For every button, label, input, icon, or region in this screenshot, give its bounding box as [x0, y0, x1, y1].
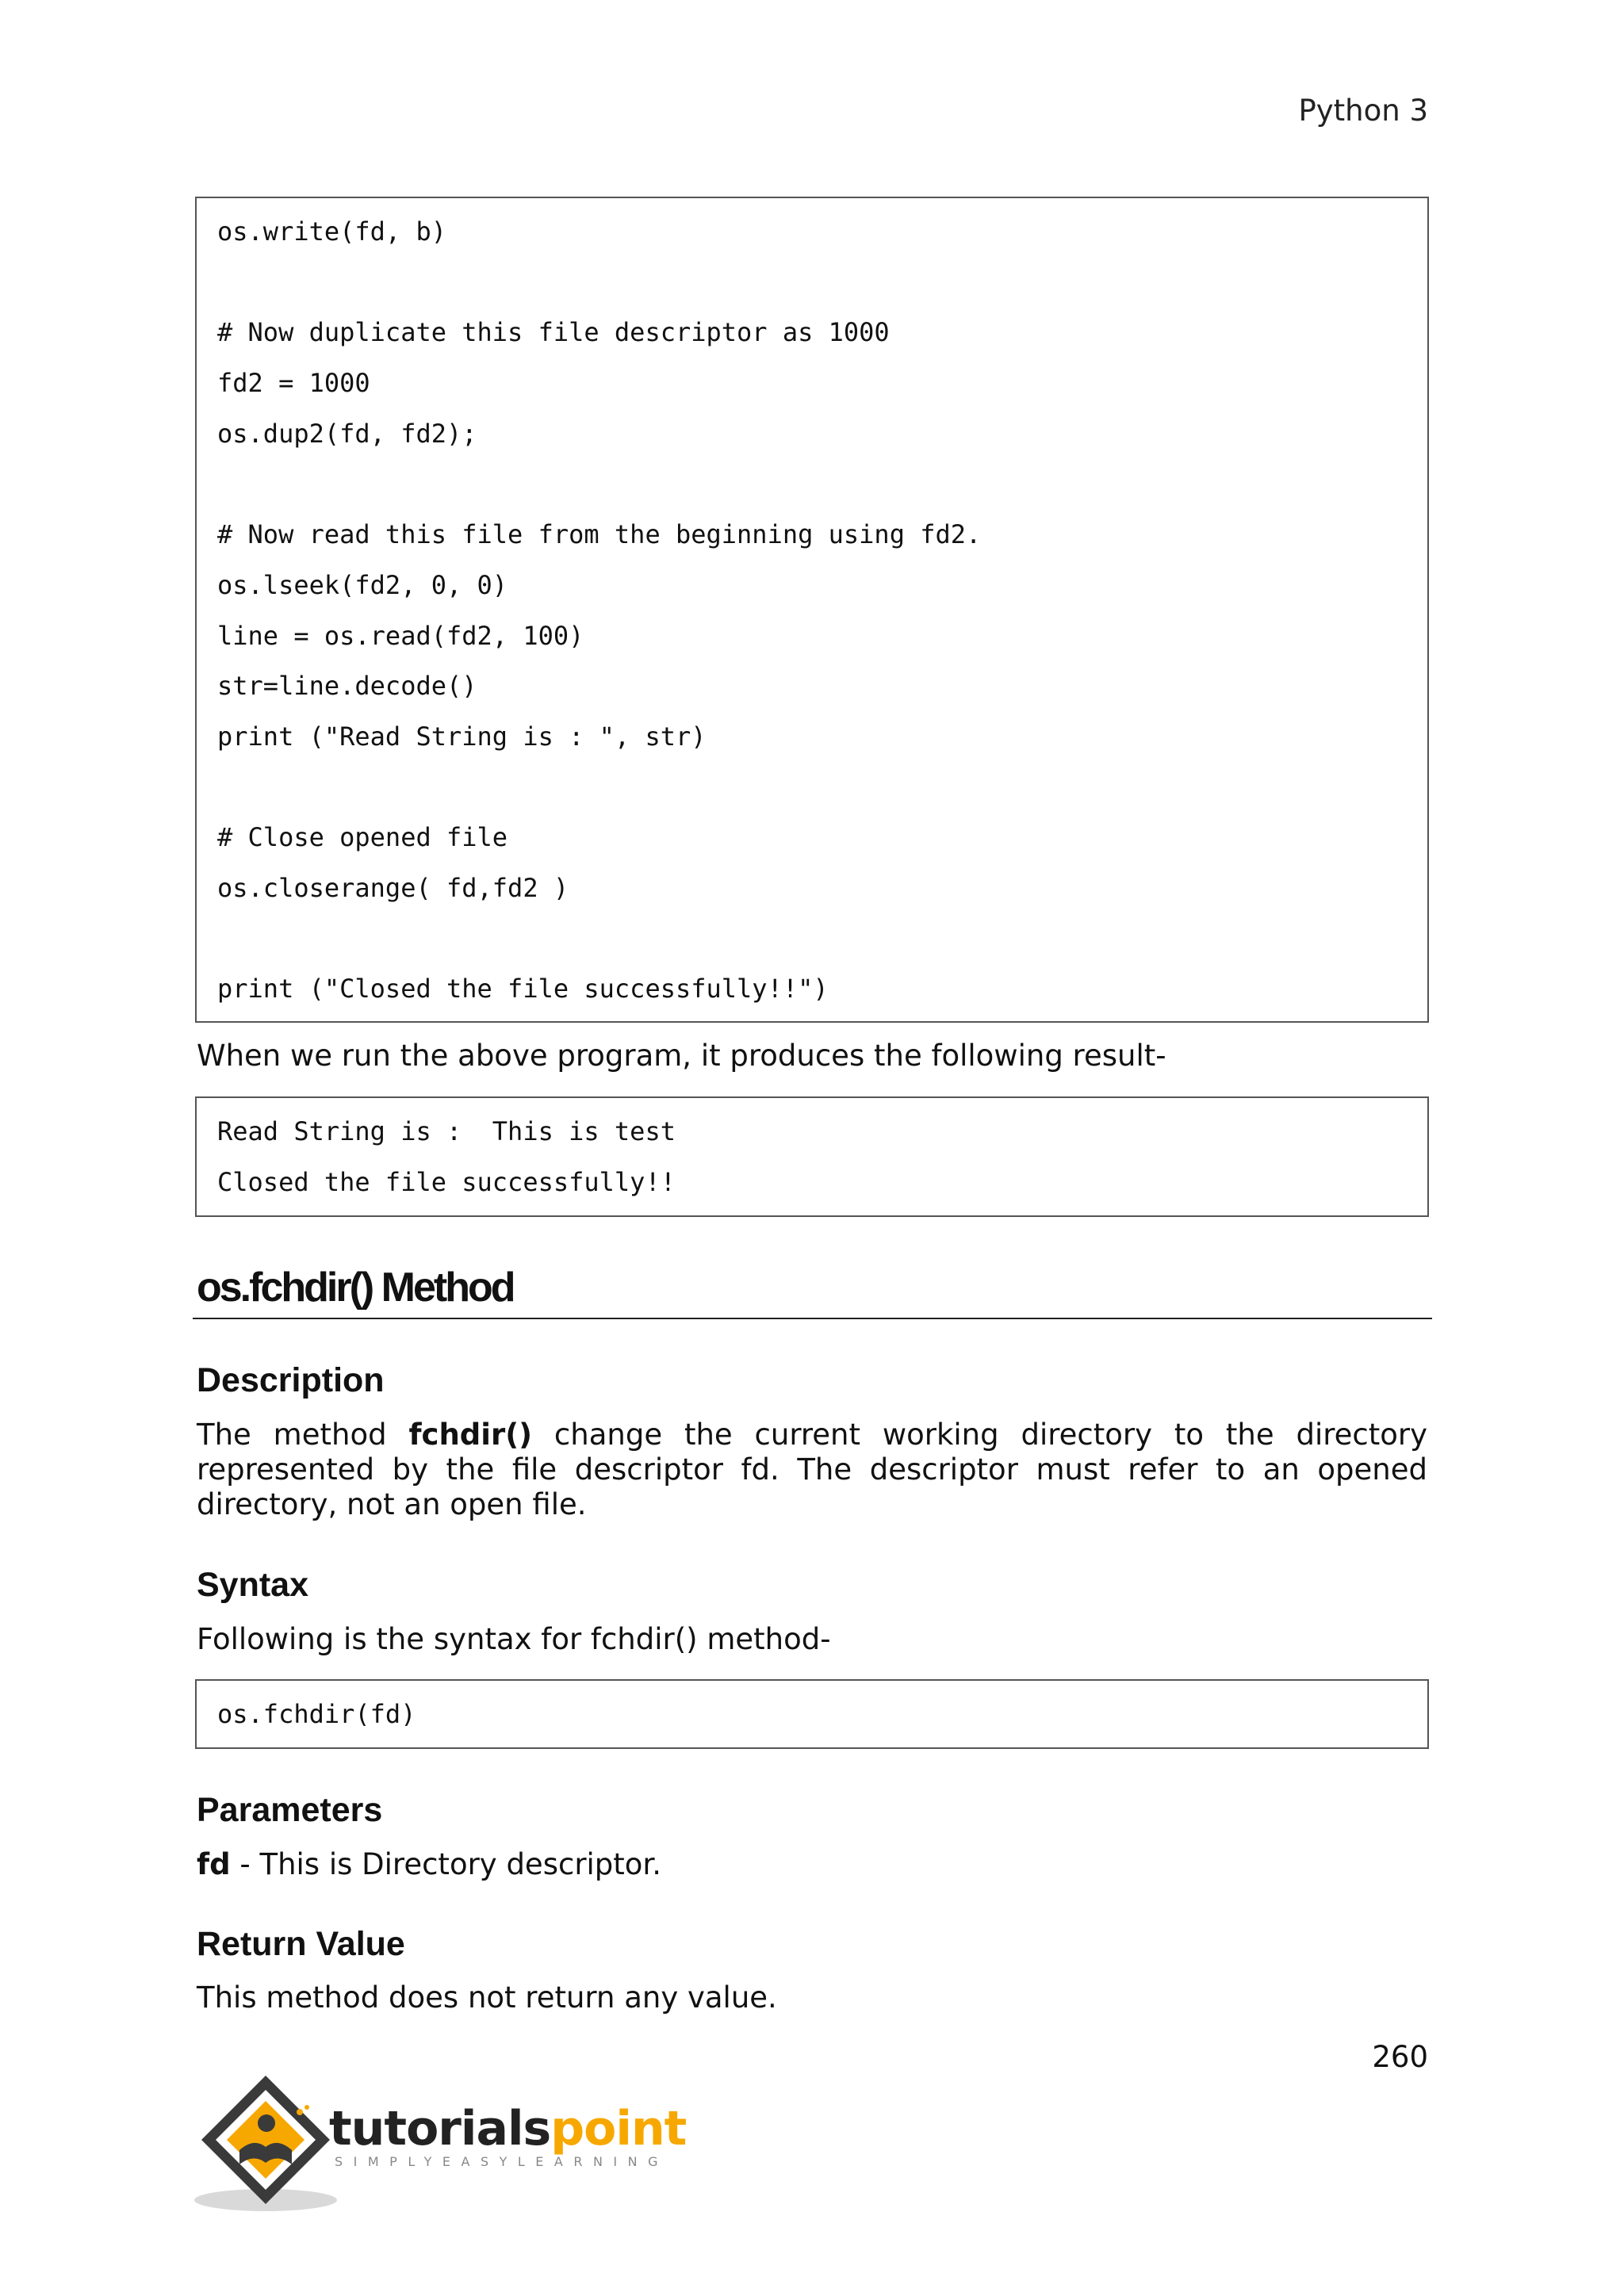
brand-name-part1: tutorials — [329, 2101, 551, 2156]
description-text-before: The method — [197, 1418, 409, 1452]
code-line: # Now duplicate this file descriptor as 1000 — [217, 317, 890, 348]
syntax-code-line: os.fchdir(fd) — [217, 1699, 416, 1729]
code-line — [217, 468, 1427, 519]
code-line: os.write(fd, b) — [217, 216, 446, 247]
code-block — [195, 197, 1429, 1023]
parameter-item — [197, 1847, 661, 1882]
code-line — [217, 923, 1427, 974]
code-line: # Now read this file from the beginning using fd2. — [217, 519, 982, 550]
syntax-intro: Following is the syntax for fchdir() method- — [197, 1622, 831, 1656]
code-line: # Close opened file — [217, 822, 508, 853]
return-value-text: This method does not return any value. — [197, 1980, 777, 2015]
code-line: fd2 = 1000 — [217, 368, 370, 399]
code-line: print ("Read String is : ", str) — [217, 721, 707, 752]
code-line: os.dup2(fd, fd2); — [217, 418, 477, 449]
description-text-after: change the current working directory to the directory represented by the file descriptor fd. The descriptor must refer to an opened directory, not an open file. — [197, 1418, 1427, 1521]
code-line: os.lseek(fd2, 0, 0) — [217, 569, 508, 600]
code-line: print ("Closed the file successfully!!") — [217, 974, 829, 1004]
brand-name — [329, 2101, 686, 2156]
output-line: Read String is : This is test — [217, 1116, 676, 1146]
code-line: line = os.read(fd2, 100) — [217, 620, 584, 651]
brand-tagline: SIMPLYEASYLEARNING — [335, 2154, 669, 2169]
method-name: fchdir() — [408, 1418, 533, 1452]
syntax-code-block — [195, 1679, 1429, 1749]
output-line: Closed the file successfully!! — [217, 1166, 676, 1197]
description-text — [197, 1418, 1427, 1522]
parameters-heading: Parameters — [197, 1791, 383, 1829]
description-heading: Description — [197, 1361, 385, 1399]
code-line: str=line.decode() — [217, 671, 477, 702]
parameter-name: fd — [197, 1847, 231, 1881]
parameter-description: - This is Directory descriptor. — [230, 1847, 662, 1881]
page-number: 260 — [1372, 2040, 1428, 2074]
code-line — [217, 771, 1427, 822]
code-line: os.closerange( fd,fd2 ) — [217, 872, 569, 903]
result-intro-text: When we run the above program, it produces the following result- — [197, 1039, 1166, 1073]
return-value-heading: Return Value — [197, 1925, 405, 1963]
output-block — [195, 1096, 1429, 1217]
code-line — [217, 266, 1427, 317]
brand-name-part2: point — [550, 2101, 687, 2156]
syntax-heading: Syntax — [197, 1566, 309, 1604]
section-title: os.fchdir() Method — [197, 1265, 514, 1311]
page-header-title: Python 3 — [1298, 94, 1428, 128]
section-title-rule — [193, 1318, 1432, 1319]
